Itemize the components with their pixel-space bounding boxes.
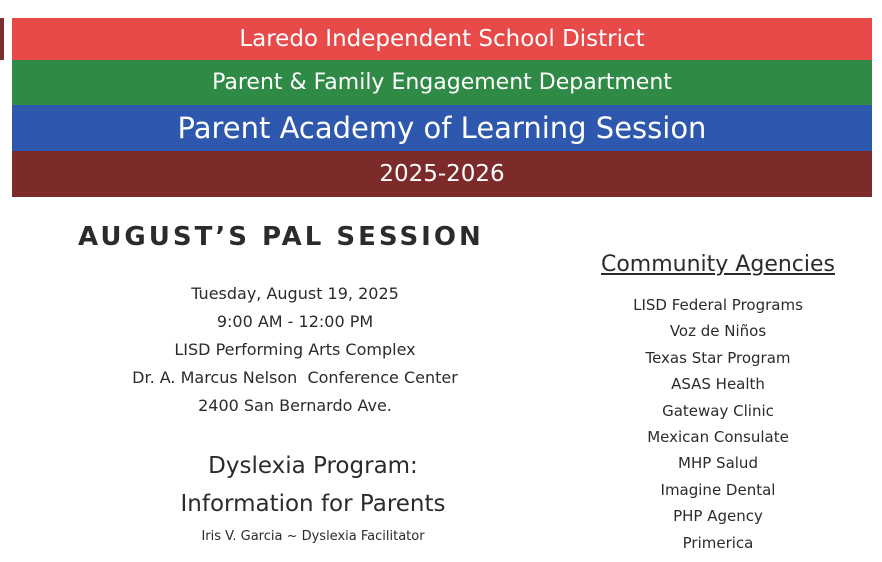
department-banner: Parent & Family Engagement Department xyxy=(12,60,872,105)
agency-item: MHP Salud xyxy=(678,454,758,473)
left-edge-accent xyxy=(0,18,4,60)
agency-item: PHP Agency xyxy=(673,507,763,526)
session-date: Tuesday, August 19, 2025 xyxy=(191,284,399,303)
program-title-line2: Information for Parents xyxy=(180,491,446,517)
year-banner: 2025-2026 xyxy=(12,151,872,197)
session-venue: LISD Performing Arts Complex xyxy=(174,340,416,359)
program-block xyxy=(90,447,536,549)
district-banner: Laredo Independent School District xyxy=(12,18,872,60)
agency-item: ASAS Health xyxy=(671,375,765,394)
academy-banner: Parent Academy of Learning Session xyxy=(12,105,872,151)
agency-item: Gateway Clinic xyxy=(662,401,774,420)
agency-item: Voz de Niños xyxy=(669,322,767,341)
agency-item: Primerica xyxy=(682,533,754,552)
agency-item: LISD Federal Programs xyxy=(633,296,803,314)
agency-item: Mexican Consulate xyxy=(647,428,789,447)
program-title-line1: Dyslexia Program: xyxy=(208,453,418,479)
session-details xyxy=(80,280,510,420)
agency-item: Texas Star Program xyxy=(645,348,791,367)
program-facilitator: Iris V. Garcia ~ Dyslexia Facilitator xyxy=(201,529,425,544)
session-title: AUGUST’S PAL SESSION xyxy=(78,222,484,252)
agency-item: Imagine Dental xyxy=(660,480,776,499)
session-room: Dr. A. Marcus Nelson Conference Center xyxy=(132,368,458,387)
community-agencies xyxy=(572,248,864,556)
session-address: 2400 San Bernardo Ave. xyxy=(198,396,392,415)
session-time: 9:00 AM - 12:00 PM xyxy=(216,312,374,331)
agencies-heading: Community Agencies xyxy=(600,252,836,277)
